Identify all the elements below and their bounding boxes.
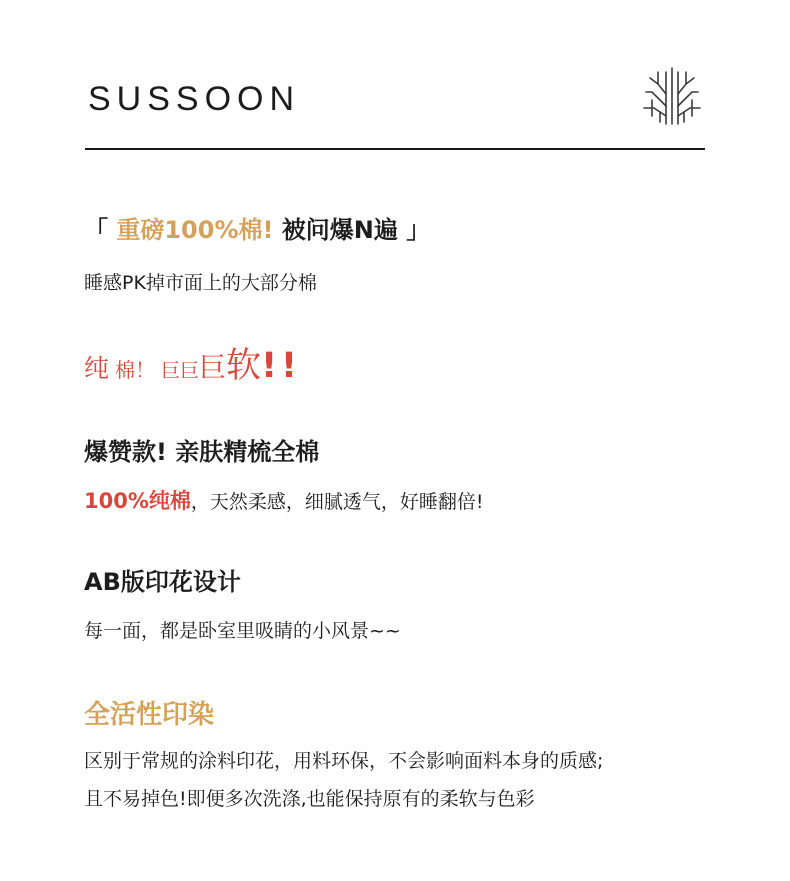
soft-part-6: 软 xyxy=(226,346,262,386)
heading-ab-print: AB版印花设计 xyxy=(84,568,241,596)
cotton-highlight: 100%纯棉 xyxy=(84,489,191,513)
quote-close: 」 xyxy=(397,216,431,244)
soft-part-3: 巨 xyxy=(161,360,181,382)
heading-combed-cotton: 爆赞款! 亲肤精梳全棉 xyxy=(84,438,320,466)
soft-part-4: 巨 xyxy=(180,360,200,382)
heading-rest: 被问爆N遍 xyxy=(273,216,398,244)
brand-name: SUSSOON xyxy=(88,80,301,118)
subtitle-sleep: 睡感PK掉市面上的大部分棉 xyxy=(84,272,317,294)
dye-description-2: 且不易掉色!即便多次洗涤,也能保持原有的柔软与色彩 xyxy=(84,788,535,810)
soft-part-7: !! xyxy=(261,346,301,386)
soft-part-2: 棉！ xyxy=(115,358,156,382)
ab-print-description: 每一面，都是卧室里吸睛的小风景~~ xyxy=(84,620,401,642)
cotton-rest: ，天然柔感，细腻透气，好睡翻倍! xyxy=(190,491,484,513)
quote-open: 「 xyxy=(84,216,117,244)
heading-highlight: 重磅100%棉! xyxy=(116,216,274,244)
soft-slogan xyxy=(84,338,301,388)
dye-description-1: 区别于常规的涂料印花，用料环保，不会影响面料本身的质感; xyxy=(84,750,604,772)
heading-cotton xyxy=(84,210,430,245)
cotton-description xyxy=(84,485,484,515)
soft-part-1: 纯 xyxy=(84,354,110,383)
heading-reactive-dye: 全活性印染 xyxy=(84,700,215,730)
tree-logo-icon xyxy=(640,64,704,128)
soft-part-5: 巨 xyxy=(199,353,227,384)
header-divider xyxy=(85,148,705,150)
